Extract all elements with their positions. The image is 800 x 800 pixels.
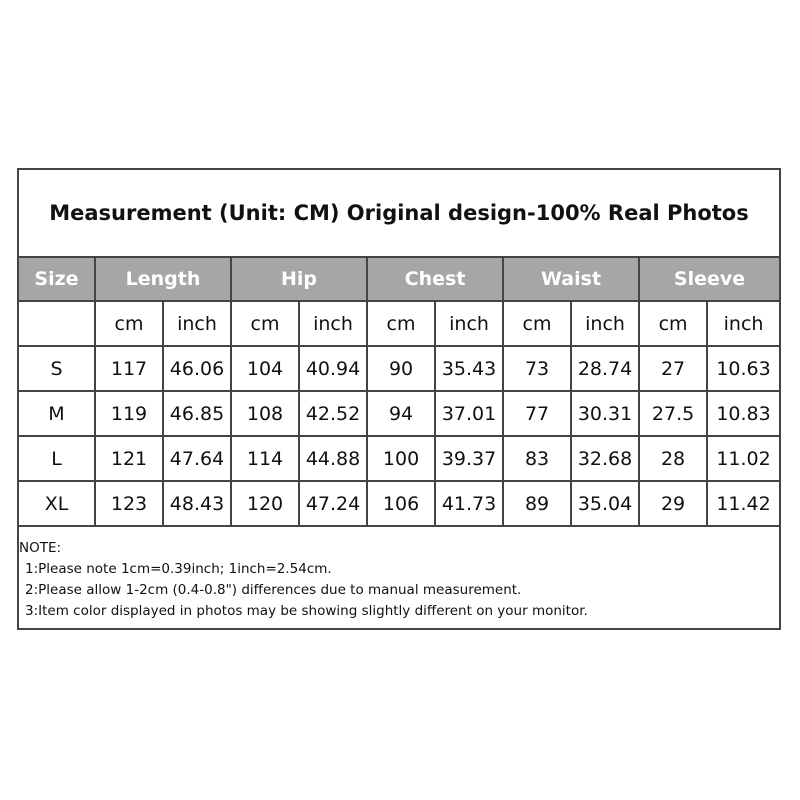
value-cell: 47.24 bbox=[299, 481, 367, 526]
value-cell: 29 bbox=[639, 481, 707, 526]
value-cell: 27.5 bbox=[639, 391, 707, 436]
note-item: 2:Please allow 1-2cm (0.4-0.8") differences due to manual measurement. bbox=[25, 582, 522, 598]
value-cell: 11.42 bbox=[707, 481, 779, 526]
value-cell: 83 bbox=[503, 436, 571, 481]
unit-cm: cm bbox=[95, 301, 163, 346]
value-cell: 27 bbox=[639, 346, 707, 391]
unit-cm: cm bbox=[231, 301, 299, 346]
unit-inch: inch bbox=[435, 301, 503, 346]
value-cell: 120 bbox=[231, 481, 299, 526]
unit-inch: inch bbox=[163, 301, 231, 346]
value-cell: 77 bbox=[503, 391, 571, 436]
unit-inch: inch bbox=[299, 301, 367, 346]
header-hip: Hip bbox=[231, 258, 367, 301]
value-cell: 48.43 bbox=[163, 481, 231, 526]
value-cell: 108 bbox=[231, 391, 299, 436]
units-row bbox=[19, 301, 779, 346]
value-cell: 117 bbox=[95, 346, 163, 391]
value-cell: 35.04 bbox=[571, 481, 639, 526]
value-cell: 106 bbox=[367, 481, 435, 526]
value-cell: 32.68 bbox=[571, 436, 639, 481]
unit-cm: cm bbox=[367, 301, 435, 346]
value-cell: 42.52 bbox=[299, 391, 367, 436]
header-sleeve: Sleeve bbox=[639, 258, 779, 301]
table-row bbox=[19, 481, 779, 526]
size-cell: L bbox=[19, 436, 95, 481]
table-row bbox=[19, 346, 779, 391]
value-cell: 28 bbox=[639, 436, 707, 481]
value-cell: 10.63 bbox=[707, 346, 779, 391]
unit-cm: cm bbox=[639, 301, 707, 346]
value-cell: 28.74 bbox=[571, 346, 639, 391]
value-cell: 114 bbox=[231, 436, 299, 481]
note-item: 3:Item color displayed in photos may be showing slightly different on your monitor. bbox=[25, 603, 588, 619]
notes-title: NOTE: bbox=[19, 540, 62, 556]
units-blank bbox=[19, 301, 95, 346]
header-waist: Waist bbox=[503, 258, 639, 301]
value-cell: 123 bbox=[95, 481, 163, 526]
header-row bbox=[19, 258, 779, 301]
value-cell: 100 bbox=[367, 436, 435, 481]
value-cell: 46.85 bbox=[163, 391, 231, 436]
value-cell: 46.06 bbox=[163, 346, 231, 391]
value-cell: 90 bbox=[367, 346, 435, 391]
value-cell: 39.37 bbox=[435, 436, 503, 481]
value-cell: 119 bbox=[95, 391, 163, 436]
table-row bbox=[19, 391, 779, 436]
value-cell: 73 bbox=[503, 346, 571, 391]
header-chest: Chest bbox=[367, 258, 503, 301]
header-size: Size bbox=[19, 258, 95, 301]
chart-title: Measurement (Unit: CM) Original design-100% Real Photos bbox=[19, 170, 779, 258]
table-row bbox=[19, 436, 779, 481]
value-cell: 10.83 bbox=[707, 391, 779, 436]
value-cell: 30.31 bbox=[571, 391, 639, 436]
size-cell: M bbox=[19, 391, 95, 436]
value-cell: 47.64 bbox=[163, 436, 231, 481]
value-cell: 41.73 bbox=[435, 481, 503, 526]
size-cell: S bbox=[19, 346, 95, 391]
value-cell: 40.94 bbox=[299, 346, 367, 391]
value-cell: 104 bbox=[231, 346, 299, 391]
notes-section bbox=[19, 528, 779, 628]
value-cell: 37.01 bbox=[435, 391, 503, 436]
value-cell: 11.02 bbox=[707, 436, 779, 481]
value-cell: 94 bbox=[367, 391, 435, 436]
value-cell: 89 bbox=[503, 481, 571, 526]
unit-inch: inch bbox=[571, 301, 639, 346]
size-cell: XL bbox=[19, 481, 95, 526]
value-cell: 35.43 bbox=[435, 346, 503, 391]
note-item: 1:Please note 1cm=0.39inch; 1inch=2.54cm. bbox=[25, 561, 332, 577]
header-length: Length bbox=[95, 258, 231, 301]
measurement-table bbox=[19, 258, 779, 527]
value-cell: 44.88 bbox=[299, 436, 367, 481]
size-chart bbox=[17, 168, 781, 630]
value-cell: 121 bbox=[95, 436, 163, 481]
unit-cm: cm bbox=[503, 301, 571, 346]
unit-inch: inch bbox=[707, 301, 779, 346]
